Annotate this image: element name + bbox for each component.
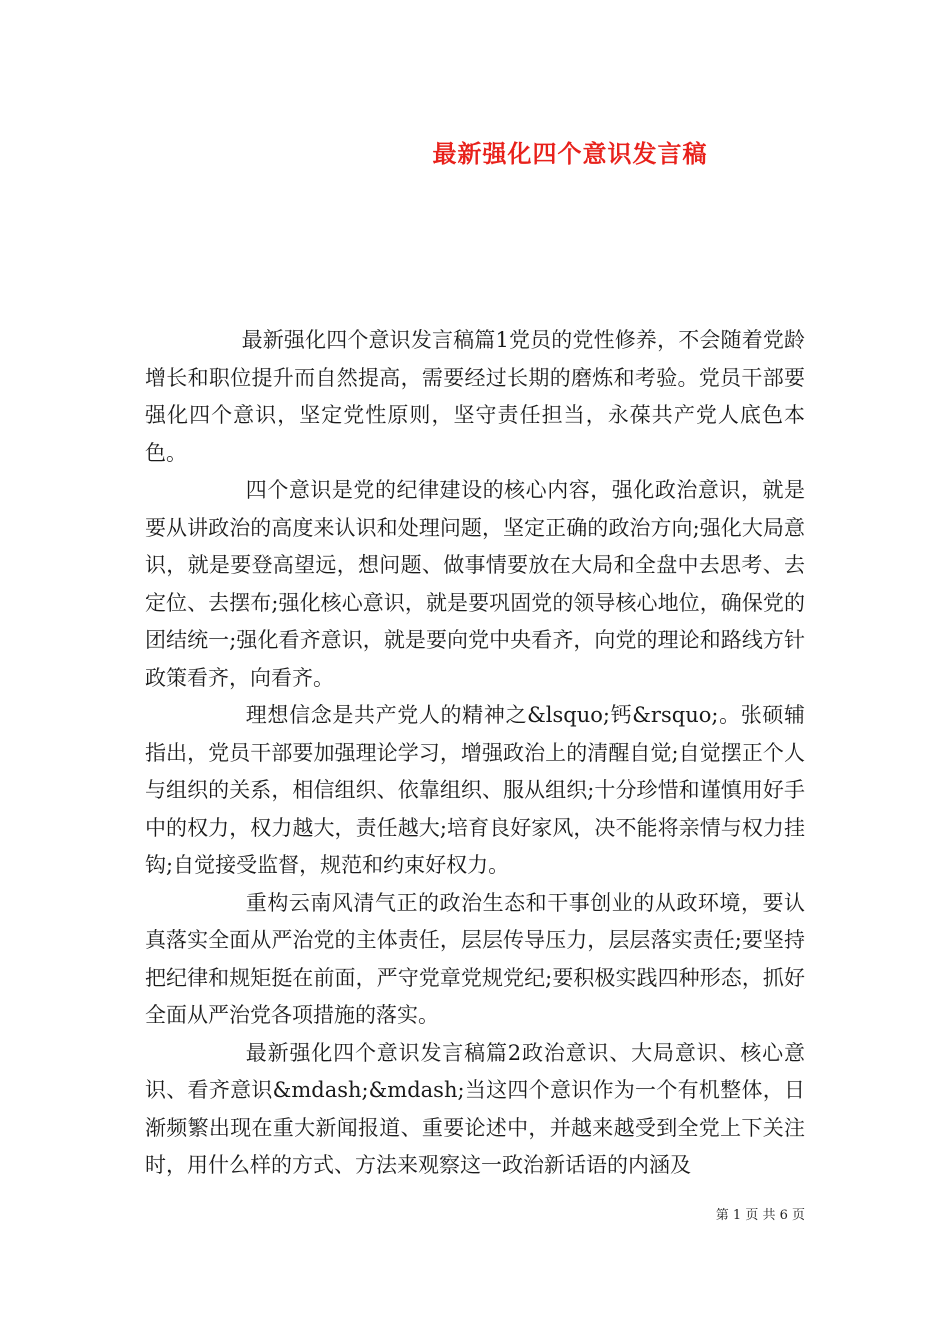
paragraph-5: 最新强化四个意识发言稿篇2政治意识、大局意识、核心意识、看齐意识&mdash;&mdash;当这四个意识作为一个有机整体，日渐频繁出现在重大新闻报道、重要论述中，并越来越受到全党上下关注时，用什么样的方式、方法来观察这一政治新话语的内涵及: [145, 1040, 805, 1177]
paragraph-3: 理想信念是共产党人的精神之&lsquo;钙&rsquo;。张硕辅指出，党员干部要加强理论学习，增强政治上的清醒自觉;自觉摆正个人与组织的关系，相信组织、依靠组织、服从组织;十分珍惜和谨慎用好手中的权力，权力越大，责任越大;培育良好家风，决不能将亲情与权力挂钩;自觉接受监督，规范和约束好权力。: [145, 703, 805, 877]
paragraph-1: 最新强化四个意识发言稿篇1党员的党性修养，不会随着党龄增长和职位提升而自然提高，需要经过长期的磨炼和考验。党员干部要强化四个意识，坚定党性原则，坚守责任担当，永葆共产党人底色本色。: [145, 328, 805, 465]
document-body: [145, 322, 805, 1185]
paragraph-4: 重构云南风清气正的政治生态和干事创业的从政环境，要认真落实全面从严治党的主体责任，层层传导压力，层层落实责任;要坚持把纪律和规矩挺在前面，严守党章党规党纪;要积极实践四种形态，抓好全面从严治党各项措施的落实。: [145, 890, 805, 1027]
page-title: 最新强化四个意识发言稿: [432, 139, 708, 168]
page-number: 第 1 页 共 6 页: [715, 1208, 805, 1223]
paragraph-2: 四个意识是党的纪律建设的核心内容，强化政治意识，就是要从讲政治的高度来认识和处理问题，坚定正确的政治方向;强化大局意识，就是要登高望远，想问题、做事情要放在大局和全盘中去思考、去定位、去摆布;强化核心意识，就是要巩固党的领导核心地位，确保党的团结统一;强化看齐意识，就是要向党中央看齐，向党的理论和路线方针政策看齐，向看齐。: [145, 478, 805, 690]
